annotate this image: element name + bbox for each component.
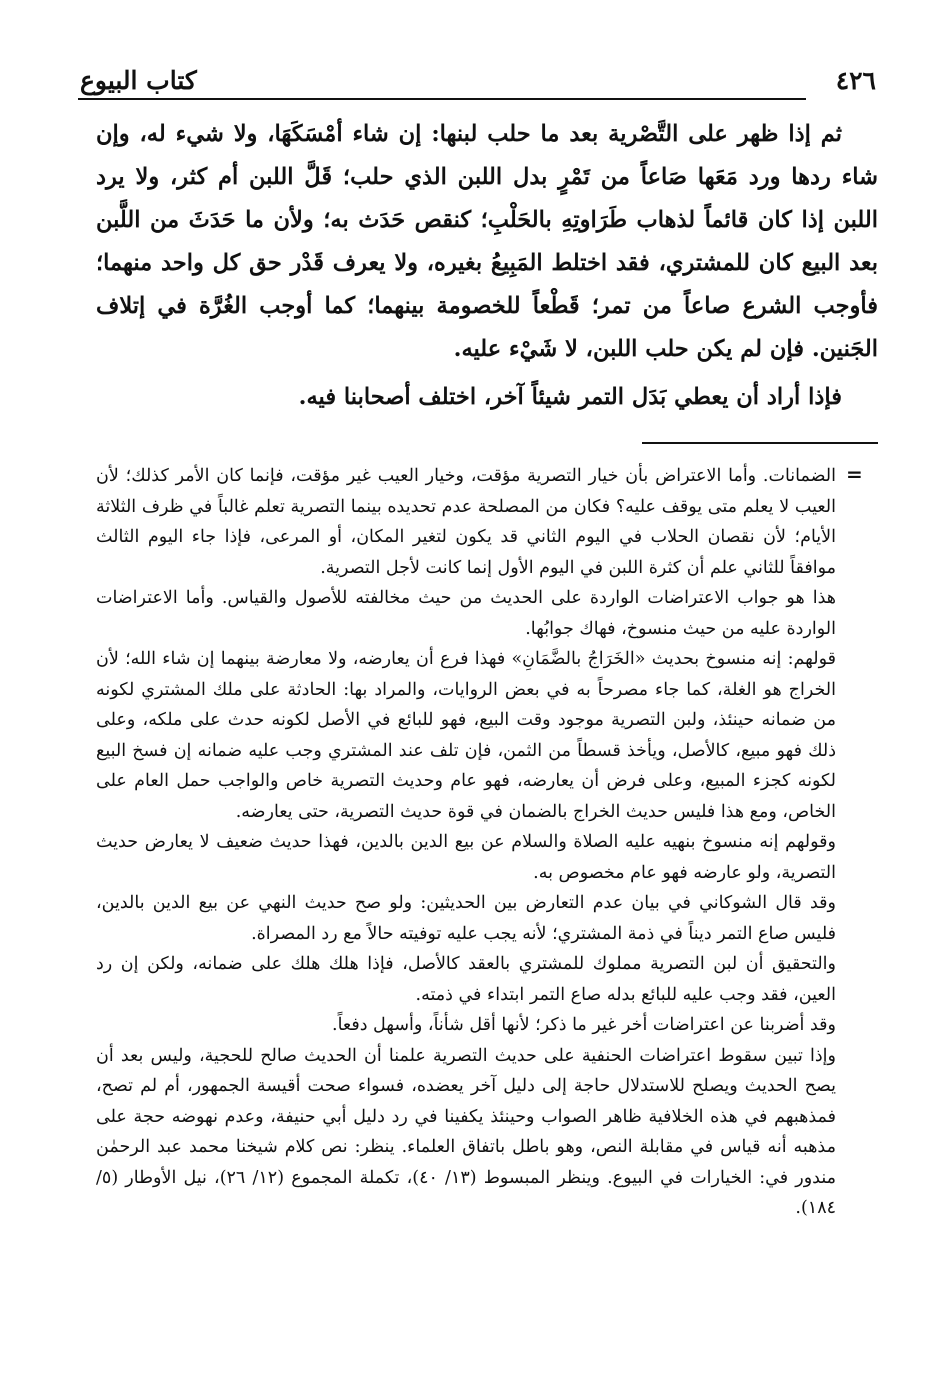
main-paragraph: فإذا أراد أن يعطي بَدَل التمر شيئاً آخر، اختلف أصحابنا فيه. <box>298 384 842 410</box>
footnote-paragraph: وقد أضربنا عن اعتراضات أخر غير ما ذكر؛ لأنها أقل شأناً، وأسهل دفعاً. <box>332 1015 836 1035</box>
header-rule <box>78 98 806 100</box>
footnote-paragraph: وإذا تبين سقوط اعتراضات الحنفية على حديث التصرية علمنا أن الحديث صالح للحجية، وليس بعد أن يصح الحديث ويصلح للاستدلال حاجة إلى دليل آخر يعضده، فسواء صحت أقيسة الجمهور، أم لم تصح، فمذهبهم في هذه الخلافية ظاهر الصواب وحينئذ يكفينا في رد دليل أبي حنيفة، وعدم نهوضه حجة على مذهبه أنه قياس في مقابلة النص، وهو باطل باتفاق العلماء. ينظر: نص كلام شيخنا محمد عبد الرحمٰن مندور في: الخيارات في البيوع. وينظر المبسوط (١٣/ ٤٠)، تكملة المجموع (١٢/ ٢٦)، نيل الأوطار (٥/ ١٨٤). <box>96 1045 836 1218</box>
page-number: ٤٢٦ <box>835 66 876 95</box>
running-title: كتاب البيوع <box>80 66 197 95</box>
page-header <box>78 64 876 100</box>
footnote-separator <box>642 442 878 444</box>
footnote-paragraph: والتحقيق أن لبن التصرية مملوك للمشتري بالعقد كالأصل، فإذا هلك هلك على ضمانه، ولكن إن رد العين، فقد وجب عليه للبائع بدله صاع التمر ابتداء في ذمته. <box>96 954 836 1005</box>
footnote-continuation-mark: = <box>846 462 863 486</box>
footnote-paragraph: الضمانات. وأما الاعتراض بأن خيار التصرية مؤقت، وخيار العيب غير مؤقت، فإنما كان الأمر كذلك؛ لأن العيب لا يعلم متى يوقف عليه؟ فكان من المصلحة عدم تحديده بينما التصرية تعلم غالباً في ظرف الثلاثة الأيام؛ لأن نقصان الحلاب في اليوم الثاني قد يكون لتغير المكان، أو المرعى، فإذا جاء اليوم الثالث موافقاً للثاني علم أن كثرة اللبن في اليوم الأول إنما كانت لأجل التصرية. <box>96 466 836 578</box>
footnote-paragraph: قولهم: إنه منسوخ بحديث «الخَرَاجُ بالضَّمَانِ» فهذا فرع أن يعارضه، ولا معارضة بينهما إن شاء الله؛ لأن الخراج هو الغلة، كما جاء مصرحاً به في بعض الروايات، والمراد بها: الحادثة على ملك المشتري لكونه من ضمانه حينئذ، ولبن التصرية موجود وقت البيع، فهو للبائع في الأصل لكونه حدث على ملكه، وعلى ذلك فهو مبيع، كالأصل، ويأخذ قسطاً من الثمن، فإن تلف عند المشتري وجب عليه ضمانه إن فسخ البيع لكونه كجزء المبيع، وعلى فرض أن يعارضه، فهو عام وحديث التصرية خاص والواجب حمل العام على الخاص، ومع هذا فليس حديث الخراج بالضمان في قوة حديث التصرية، حتى يعارضه. <box>96 649 836 822</box>
footnote-paragraph: هذا هو جواب الاعتراضات الواردة على الحديث من حيث مخالفته للأصول والقياس. وأما الاعتراضات الواردة عليه من حيث منسوخ، فهاك جوابُها. <box>96 588 836 639</box>
main-text <box>96 113 878 419</box>
main-paragraph: ثم إذا ظهر على التَّصْرية بعد ما حلب لبنها: إن شاء أمْسَكَهَا، ولا شيء له، وإن شاء ردها ورد مَعَها صَاعاً من تَمْرٍ بدل اللبن الذي حلب؛ قَلَّ اللبن أم كثر، ولا يرد اللبن إذا كان قائماً لذهاب طَرَاوتِهِ بالحَلْبِ؛ كنقص حَدَث به؛ ولأن ما حَدَثَ من اللَّبن بعد البيع كان للمشتري، فقد اختلط المَبِيعُ بغيره، ولا يعرف قَدْر حق كل واحد منهما؛ فأوجب الشرع صاعاً من تمر؛ قَطْعاً للخصومة بينهما؛ كما أوجب الغُرَّة في إتلاف الجَنين. فإن لم يكن حلب اللبن، لا شَيْء عليه. <box>96 121 878 362</box>
footnote-paragraph: وقد قال الشوكاني في بيان عدم التعارض بين الحديثين: ولو صح حديث النهي عن بيع الدين بالدين، فليس صاع التمر ديناً في ذمة المشتري؛ لأنه يجب عليه توفيته حالاً مع رد المصراة. <box>96 893 836 944</box>
footnote-block <box>96 461 836 1224</box>
footnote-paragraph: وقولهم إنه منسوخ بنهيه عليه الصلاة والسلام عن بيع الدين بالدين، فهذا حديث ضعيف لا يعارض حديث التصرية، ولو عارضه فهو عام مخصوص به. <box>96 832 836 883</box>
